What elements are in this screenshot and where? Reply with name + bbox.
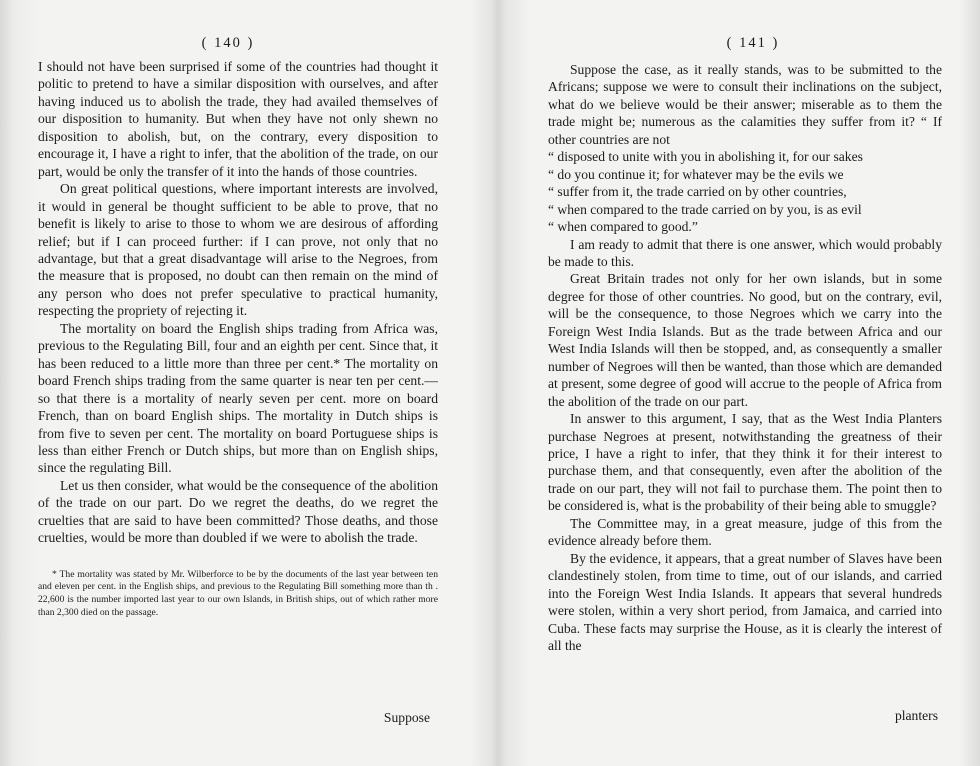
footnote: * The mortality was stated by Mr. Wilberforce to be by the documents of the last year between ten and eleven per cent. in the English ships, and previous to the Regulating Bill something more than th . 22,600 is the number imported last year to our own Islands, in British ships, out of which rather more than 2,300 died on the passage.	[38, 568, 438, 619]
paragraph: Suppose the case, as it really stands, was to be submitted to the Africans; suppose we were to consult their inclinations on the subject, what do we believe would be their answer; miserable as to them the trade might be; numerous as the calamities they suffer from it? “ If other countries are not	[548, 62, 942, 147]
paragraph: In answer to this argument, I say, that as the West India Planters purchase Negroes at present, notwithstanding the greatness of their price, I have a right to infer, that they think it for their interest to purchase them, and that consequently, even after the abolition of the trade on our part, they will not fail to purchase them. The point then to be considered is, what is the probability of their being able to smuggle?	[548, 411, 942, 514]
quote-line: “ when compared to good.”	[548, 219, 698, 235]
quotation-block	[548, 148, 942, 235]
paragraph: Great Britain trades not only for her own islands, but in some degree for those of other countries. No good, but on the contrary, evil, will be the consequence, to those Negroes which we carry into the Foreign West India Islands. But as the trade between Africa and our West India Islands will then be stopped, and, as consequently a smaller number of Negroes will then be wanted, than those which are demanded at present, some degree of good will accrue to the people of Africa from the abolition of the trade on our part.	[548, 271, 942, 409]
quote-line: “ do you continue it; for whatever may be the evils we	[548, 166, 844, 182]
paragraph: I am ready to admit that there is one answer, which would probably be made to this.	[548, 236, 942, 269]
page-number-left: ( 140 )	[201, 35, 255, 51]
catchword-left: Suppose	[383, 710, 430, 725]
paragraph: The Committee may, in a great measure, judge of this from the evidence already before them.	[548, 515, 942, 549]
paragraph: The mortality on board the English ships trading from Africa was, previous to the Regulating Bill, four and an eighth per cent. Since that, it has been reduced to a little more than three per cent.* The mortality on board French ships trading from the same quarter is near ten per cent.—so that there is a mortality of nearly seven per cent. more on board French, than on board English ships. The mortality in Dutch ships is from five to seven per cent. The mortality on board Portuguese ships is less than either French or Dutch ships, but more than on English ships, since the regulating Bill.	[38, 320, 438, 476]
paragraph: Let us then consider, what would be the consequence of the abolition of the trade on our part. Do we regret the deaths, do we regret the cruelties that are said to have been committed? Those deaths, and those cruelties, would be more than doubled if we were to abolish the trade.	[38, 477, 438, 546]
right-text-block	[548, 61, 942, 654]
paragraph: I should not have been surprised if some of the countries had thought it politic to pretend to have a similar disposition with ourselves, and after having induced us to abolish the trade, they had availed themselves of our disposition to humanity. But when they have not only shewn no disposition to abolish, but, on the contrary, every disposition to encourage it, I have a right to infer, that the abolition of the trade, on our part, would be only the transfer of it into the hands of those countries.	[38, 59, 438, 179]
quote-line: “ suffer from it, the trade carried on by other countries,	[548, 184, 847, 200]
left-text-block	[38, 58, 438, 620]
catchword-right: planters	[894, 708, 938, 723]
page-number-right: ( 141 )	[726, 35, 780, 51]
right-page	[548, 0, 942, 766]
quote-line: “ disposed to unite with you in abolishing it, for our sakes	[548, 149, 863, 165]
left-page	[38, 0, 438, 766]
paragraph: On great political questions, where important interests are involved, it would in general be thought sufficient to be able to prove, that no benefit is likely to arise to those to whom we are desirous of affording relief; but if I can proceed further: if I can prove, not only that no advantage, but that a great disadvantage will arise to the Negroes, from the measure that is proposed, no doubt can then remain on the mind of any person who does not prefer speculative to practical humanity, respecting the propriety of rejecting it.	[38, 181, 438, 319]
quote-line: “ when compared to the trade carried on by you, is as evil	[548, 201, 862, 217]
paragraph: By the evidence, it appears, that a great number of Slaves have been clandestinely stolen, from time to time, out of our islands, and carried into the Foreign West India Islands. It appears that several hundreds were stolen, within a very short period, from Jamaica, and carried into Cuba. These facts may surprise the House, as it is clearly the interest of all the	[548, 550, 942, 653]
